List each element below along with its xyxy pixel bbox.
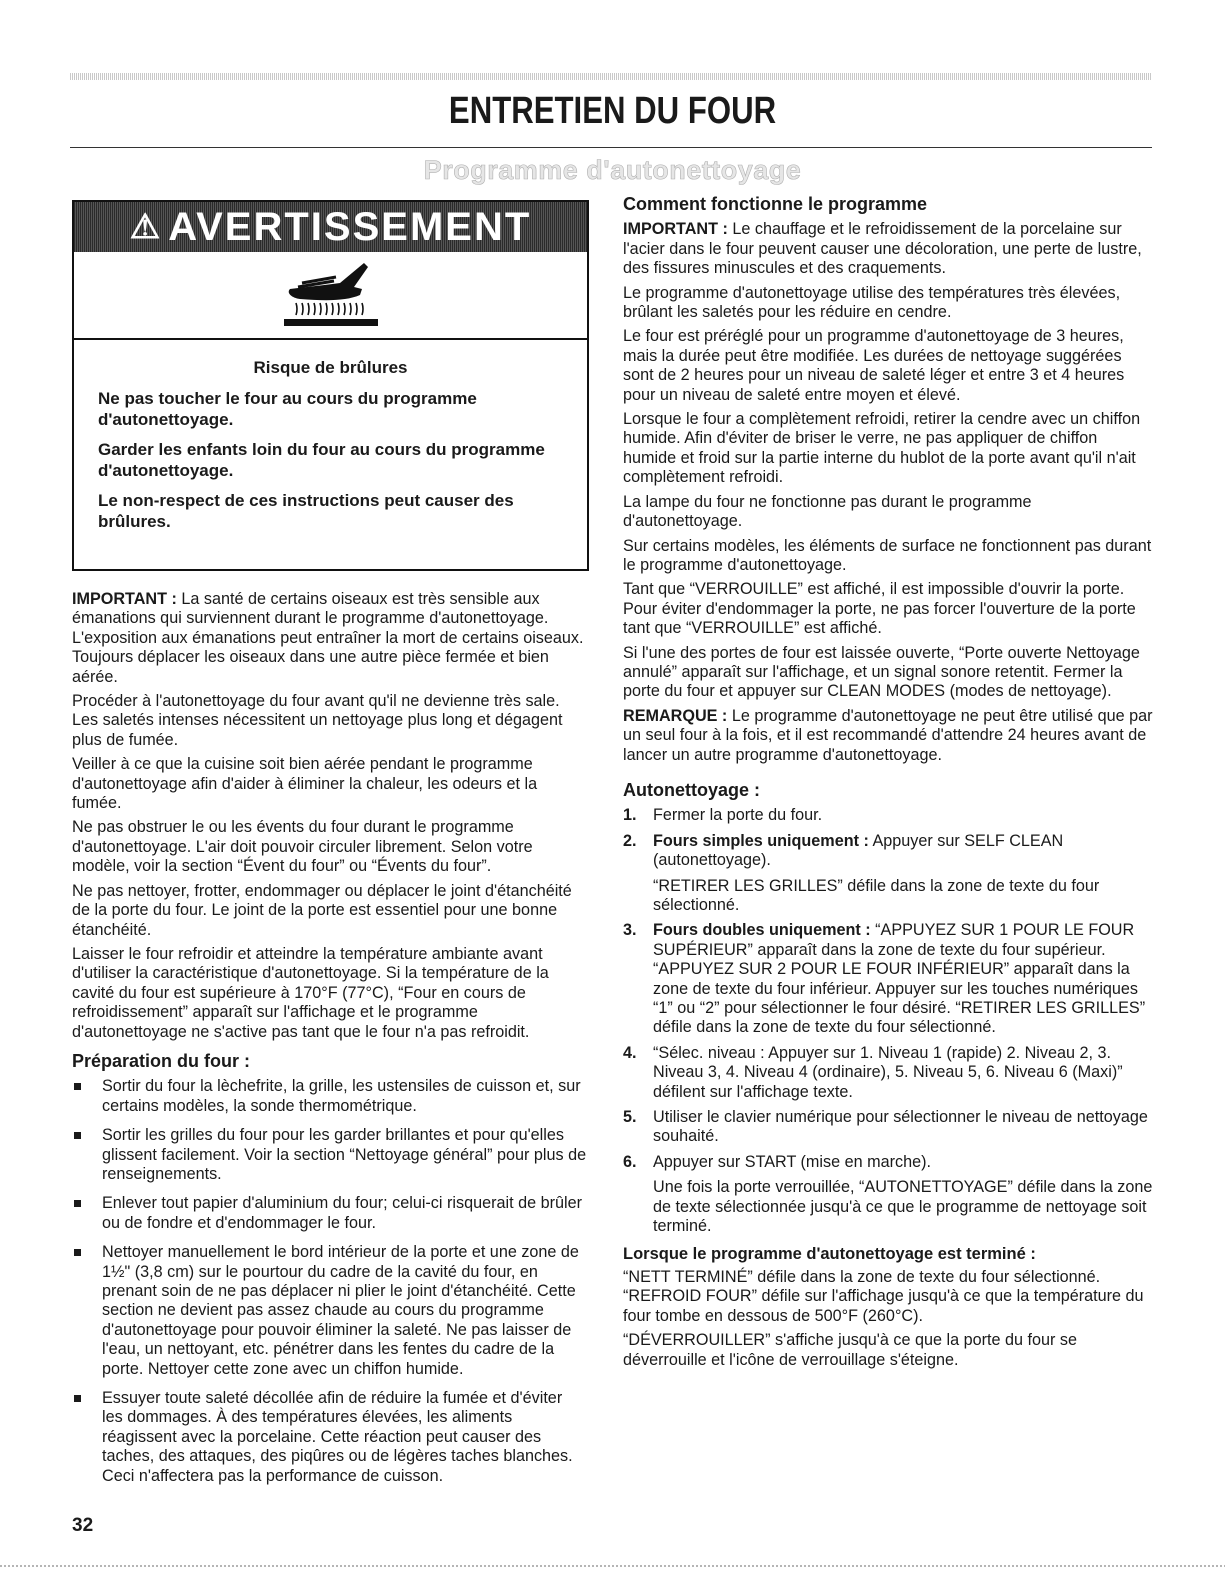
steps-list xyxy=(623,806,1153,1236)
step-item: 2. Fours simples uniquement : Appuyer sur SELF CLEAN (autonettoyage). “RETIRER LES GRILLES” défile dans la zone de texte du four sélectionné. xyxy=(623,832,1153,916)
prep-list xyxy=(72,1077,587,1486)
list-item: Sortir les grilles du four pour les garder brillantes et pour qu'elles glissent facilement. Voir la section “Nettoyage général” pour plus de renseignements. xyxy=(72,1126,587,1184)
hot-surface-hand-icon xyxy=(276,255,386,335)
step-item: 4. “Sélec. niveau : Appuyer sur 1. Niveau 1 (rapide) 2. Niveau 2, 3. Niveau 3, 4. Niveau 4 (ordinaire), 5. Niveau 5, 6. Niveau 6 (Maxi)” défilent sur l'affichage texte. xyxy=(623,1043,1123,1101)
paragraph: Le four est préréglé pour un programme d'autonettoyage de 3 heures, mais la durée peut être modifiée. Les durées de nettoyage suggérées sont de 2 heures pour un niveau de saleté léger et entre 3 et 4 heures pour un niveau de saleté entre moyen et élevé. xyxy=(623,327,1125,404)
important-paragraph xyxy=(623,220,1153,278)
paragraph: Laisser le four refroidir et atteindre la température ambiante avant d'utiliser la caractéristique d'autonettoyage. Si la température de la cavité du four est supérieure à 170°F (77°C), “Four en cours de refroidissement” apparaît sur l'affichage et le programme d'autonettoyage ne s'active pas tant que le four n'a pas refroidit. xyxy=(72,944,549,1041)
step-item: 1. Fermer la porte du four. xyxy=(623,806,823,825)
warning-subtitle: Risque de brûlures xyxy=(253,358,408,377)
important-text: Le chauffage et le refroidissement de la porcelaine sur l'acier dans le four peuvent causer une décoloration, une perte de lustre, des fissures minuscules et des craquements. xyxy=(623,220,1142,278)
list-item: Sortir du four la lèchefrite, la grille, les ustensiles de cuisson et, sur certains modèles, la sonde thermométrique. xyxy=(72,1077,587,1116)
important-label: IMPORTANT : xyxy=(623,220,728,239)
warning-line: Garder les enfants loin du four au cours du programme d'autonettoyage. xyxy=(98,440,545,480)
prep-heading: Préparation du four : xyxy=(72,1050,251,1071)
left-column xyxy=(72,590,587,1496)
step-note: Une fois la porte verrouillée, “AUTONETTOYAGE” défile dans la zone de texte sélectionnée jusqu'à ce que le programme de nettoyage soit terminé. xyxy=(653,1178,1153,1236)
how-heading: Comment fonctionne le programme xyxy=(623,194,928,214)
remark-text: Le programme d'autonettoyage ne peut être utilisé que par un seul four à la fois, et il est recommandé d'attendre 24 heures avant de lancer un autre programme d'autonettoyage. xyxy=(623,706,1153,764)
warning-box xyxy=(72,200,589,571)
right-column xyxy=(623,195,1153,1375)
page-title: ENTRETIEN DU FOUR xyxy=(448,90,777,132)
important-paragraph xyxy=(72,590,587,687)
list-item: Enlever tout papier d'aluminium du four; celui-ci risquerait de brûler ou de fondre et d'endommager le four. xyxy=(72,1194,587,1233)
top-hatched-rule xyxy=(70,73,1152,80)
warning-line: Le non-respect de ces instructions peut causer des brûlures. xyxy=(98,491,514,531)
remark-label: REMARQUE : xyxy=(623,706,728,725)
paragraph: Procéder à l'autonettoyage du four avant qu'il ne devienne très sale. Les saletés intenses nécessitent un nettoyage plus long et dégagent plus de fumée. xyxy=(72,692,563,749)
remark-paragraph xyxy=(623,707,1153,765)
step-item: 5. Utiliser le clavier numérique pour sélectionner le niveau de nettoyage souhaité. xyxy=(623,1108,1148,1146)
done-heading: Lorsque le programme d'autonettoyage est terminé : xyxy=(623,1244,1036,1263)
auto-heading: Autonettoyage : xyxy=(623,779,760,800)
warning-header-label: AVERTISSEMENT xyxy=(168,204,532,249)
section-title: Programme d'autonettoyage xyxy=(423,155,802,185)
paragraph: Le programme d'autonettoyage utilise des températures très élevées, brûlant les saletés pour les réduire en cendre. xyxy=(623,283,1121,322)
paragraph: Sur certains modèles, les éléments de surface ne fonctionnent pas durant le programme d'autonettoyage. xyxy=(623,536,1152,574)
paragraph: Ne pas obstruer le ou les évents du four durant le programme d'autonettoyage. L'air doit pouvoir circuler librement. Selon votre modèle, voir la section “Évent du four” ou “Évents du four”. xyxy=(72,818,533,876)
warning-image-area xyxy=(74,252,587,340)
warning-triangle-icon: ⚠ xyxy=(129,208,163,246)
list-item: Essuyer toute saleté décollée afin de réduire la fumée et d'éviter les dommages. À des températures élevées, les aliments réagissent avec la porcelaine. Cette réaction peut causer des taches, des attaques, des piqûres ou de légères taches blanches. Ceci n'affectera pas la performance de cuisson. xyxy=(72,1389,587,1486)
paragraph: Lorsque le four a complètement refroidi, retirer la cendre avec un chiffon humide. Afin d'éviter de briser le verre, ne pas appliquer de chiffon humide et froid sur la partie interne du hublot de la porte avant qu'il n'ait complètement refroidi. xyxy=(623,410,1141,487)
paragraph: Veiller à ce que la cuisine soit bien aérée pendant le programme d'autonettoyage afin d'aider à éliminer la chaleur, les odeurs et la fumée. xyxy=(72,755,538,813)
warning-line: Ne pas toucher le four au cours du programme d'autonettoyage. xyxy=(98,389,477,429)
paragraph: Tant que “VERROUILLE” est affiché, il est impossible d'ouvrir la porte. Pour éviter d'endommager la porte, ne pas forcer l'ouverture de la porte tant que “VERROUILLE” est affiché. xyxy=(623,580,1136,638)
important-label: IMPORTANT : xyxy=(72,590,177,608)
page-number: 32 xyxy=(72,1515,94,1536)
step-note: “RETIRER LES GRILLES” défile dans la zone de texte du four sélectionné. xyxy=(653,876,1100,914)
bottom-dashed-rule xyxy=(0,1565,1225,1567)
paragraph: La lampe du four ne fonctionne pas durant le programme d'autonettoyage. xyxy=(623,492,1032,531)
paragraph: Ne pas nettoyer, frotter, endommager ou déplacer le joint d'étanchéité de la porte du four. Le joint de la porte est essentiel pour une bonne étanchéité. xyxy=(72,881,572,939)
list-item: Nettoyer manuellement le bord intérieur de la porte et une zone de 1½" (3,8 cm) sur le pourtour du cadre de la cavité du four, en prenant soin de ne pas déplacer ni plier le joint d'étanchéité. Cette section ne devient pas assez chaude au cours du programme d'autonettoyage pour pouvoir éliminer la saleté. Ne pas laisser de l'eau, un nettoyant, etc. pénétrer dans les fentes du cadre de la porte. Nettoyer cette zone avec un chiffon humide. xyxy=(72,1243,587,1379)
warning-header xyxy=(74,202,587,252)
paragraph: “DÉVERROUILLER” s'affiche jusqu'à ce que la porte du four se déverrouille et l'icône de verrouillage s'éteigne. xyxy=(623,1331,1077,1369)
step-item: 6. Appuyer sur START (mise en marche). Une fois la porte verrouillée, “AUTONETTOYAGE” défile dans la zone de texte sélectionnée jusqu'à ce que le programme de nettoyage soit terminé. xyxy=(623,1152,1153,1236)
paragraph: Si l'une des portes de four est laissée ouverte, “Porte ouverte Nettoyage annulé” apparaît sur l'affichage, et un signal sonore retentit. Fermer la porte du four et appuyer sur CLEAN MODES (modes de nettoyage). xyxy=(623,643,1140,701)
important-text: La santé de certains oiseaux est très sensible aux émanations qui surviennent durant le programme d'autonettoyage. L'exposition aux émanations peut entraîner la mort de certains oiseaux. Toujours déplacer les oiseaux dans une autre pièce fermée et bien aérée. xyxy=(72,590,584,686)
paragraph: “NETT TERMINÉ” défile dans la zone de texte du four sélectionné. “REFROID FOUR” défile sur l'affichage jusqu'à ce que la température du four tombe en dessous de 500°F (260°C). xyxy=(623,1267,1144,1325)
title-divider xyxy=(70,147,1152,148)
step-item: 3. Fours doubles uniquement : “APPUYEZ SUR 1 POUR LE FOUR SUPÉRIEUR” apparaît dans la zone de texte du four supérieur. “APPUYEZ SUR 2 POUR LE FOUR INFÉRIEUR” apparaît dans la zone de texte du four inférieur. Appuyer sur les touches numériques “1” ou “2” pour sélectionner le four désiré. “RETIRER LES GRILLES” défile dans la zone de texte du four sélectionné. xyxy=(623,921,1146,1037)
